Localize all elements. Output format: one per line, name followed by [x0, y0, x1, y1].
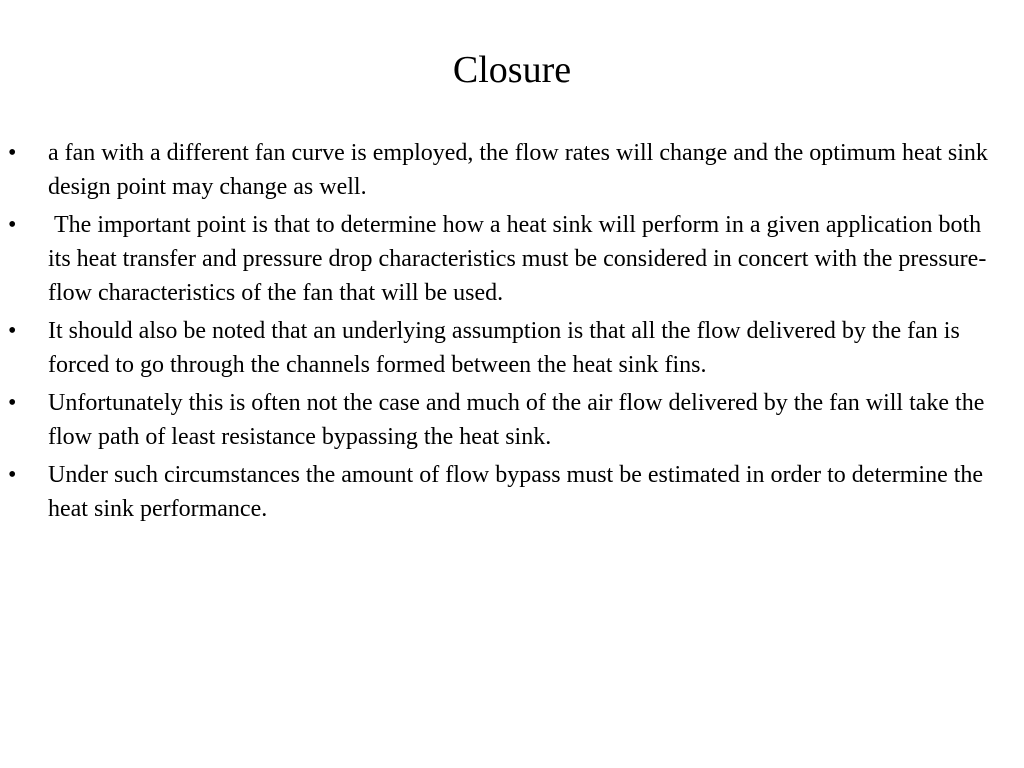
bullet-icon: • [8, 462, 17, 488]
bullet-text: It should also be noted that an underlying assumption is that all the flow delivered by the fan is forced to go through the channels formed between the heat sink fins. [48, 318, 966, 378]
bullet-icon: • [8, 390, 17, 416]
bullet-item [0, 136, 1024, 204]
bullet-item [0, 314, 1024, 382]
bullet-item [0, 458, 1024, 526]
bullet-icon: • [8, 140, 17, 166]
bullet-item [0, 208, 1024, 310]
bullet-icon: • [8, 212, 17, 238]
slide-title: Closure [452, 49, 572, 91]
bullet-list [0, 136, 1024, 530]
bullet-text: Unfortunately this is often not the case and much of the air flow delivered by the fan will take the flow path of least resistance bypassing the heat sink. [48, 390, 991, 450]
bullet-text: Under such circumstances the amount of flow bypass must be estimated in order to determine the heat sink performance. [48, 462, 990, 522]
bullet-item [0, 386, 1024, 454]
bullet-text: a fan with a different fan curve is employed, the flow rates will change and the optimum heat sink design point may change as well. [48, 140, 994, 200]
bullet-text: The important point is that to determine how a heat sink will perform in a given application both its heat transfer and pressure drop characteristics must be considered in concert with the pressure-flow characteristics of the fan that will be used. [48, 212, 988, 306]
bullet-icon: • [8, 318, 17, 344]
